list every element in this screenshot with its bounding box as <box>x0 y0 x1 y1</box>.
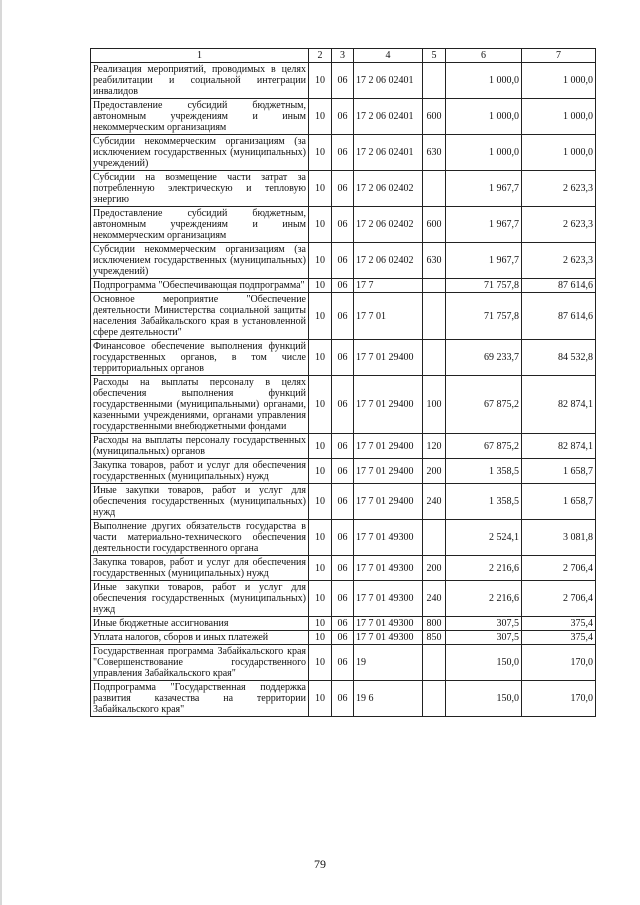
row-section-cell: 10 <box>309 135 332 171</box>
row-expense-type-cell: 630 <box>423 243 446 279</box>
row-target-article-cell: 17 7 01 29400 <box>354 459 423 484</box>
row-sum-year2-cell: 375,4 <box>522 631 596 645</box>
row-sum-year2-cell: 1 000,0 <box>522 135 596 171</box>
row-section-cell: 10 <box>309 484 332 520</box>
row-expense-type-cell: 200 <box>423 556 446 581</box>
table-row <box>91 581 596 617</box>
row-target-article-cell: 17 7 01 <box>354 293 423 340</box>
row-section-cell: 10 <box>309 207 332 243</box>
row-sum-year1-cell: 1 967,7 <box>446 171 522 207</box>
row-name-cell: Иные закупки товаров, работ и услуг для обеспечения государственных (муниципальных) нужд <box>91 581 309 617</box>
row-sum-year1-cell: 307,5 <box>446 631 522 645</box>
budget-table <box>90 48 596 717</box>
header-col-6: 6 <box>446 49 522 63</box>
row-section-cell: 10 <box>309 279 332 293</box>
row-sum-year1-cell: 67 875,2 <box>446 376 522 434</box>
table-row <box>91 293 596 340</box>
row-subsection-cell: 06 <box>332 459 354 484</box>
row-sum-year2-cell: 3 081,8 <box>522 520 596 556</box>
page-number: 79 <box>314 857 326 871</box>
row-subsection-cell: 06 <box>332 631 354 645</box>
row-expense-type-cell: 630 <box>423 135 446 171</box>
row-name-cell: Закупка товаров, работ и услуг для обеспечения государственных (муниципальных) нужд <box>91 459 309 484</box>
row-name-cell: Государственная программа Забайкальского края "Совершенствование государственного управления Забайкальского края" <box>91 645 309 681</box>
row-sum-year1-cell: 150,0 <box>446 645 522 681</box>
row-target-article-cell: 17 7 01 49300 <box>354 581 423 617</box>
row-target-article-cell: 17 2 06 02402 <box>354 171 423 207</box>
row-target-article-cell: 17 7 01 29400 <box>354 340 423 376</box>
row-name-cell: Выполнение других обязательств государства в части материально-технического обеспечения деятельности государственного органа <box>91 520 309 556</box>
header-row <box>91 49 596 63</box>
row-section-cell: 10 <box>309 243 332 279</box>
row-target-article-cell: 17 7 01 29400 <box>354 484 423 520</box>
row-sum-year2-cell: 1 000,0 <box>522 99 596 135</box>
row-name-cell: Субсидии на возмещение части затрат за потребленную электрическую и тепловую энергию <box>91 171 309 207</box>
table-row <box>91 556 596 581</box>
row-target-article-cell: 17 2 06 02401 <box>354 99 423 135</box>
row-section-cell: 10 <box>309 581 332 617</box>
row-section-cell: 10 <box>309 293 332 340</box>
row-sum-year1-cell: 2 524,1 <box>446 520 522 556</box>
row-section-cell: 10 <box>309 681 332 717</box>
table-row <box>91 631 596 645</box>
table-row <box>91 171 596 207</box>
row-sum-year1-cell: 71 757,8 <box>446 279 522 293</box>
row-target-article-cell: 17 2 06 02401 <box>354 135 423 171</box>
row-target-article-cell: 17 2 06 02402 <box>354 207 423 243</box>
row-sum-year2-cell: 2 706,4 <box>522 581 596 617</box>
row-sum-year1-cell: 71 757,8 <box>446 293 522 340</box>
table-row <box>91 243 596 279</box>
table-row <box>91 279 596 293</box>
row-expense-type-cell: 850 <box>423 631 446 645</box>
row-sum-year2-cell: 2 706,4 <box>522 556 596 581</box>
row-expense-type-cell: 240 <box>423 581 446 617</box>
row-subsection-cell: 06 <box>332 99 354 135</box>
row-expense-type-cell <box>423 171 446 207</box>
row-section-cell: 10 <box>309 376 332 434</box>
table-body <box>91 63 596 717</box>
row-sum-year2-cell: 87 614,6 <box>522 293 596 340</box>
row-target-article-cell: 17 7 01 49300 <box>354 520 423 556</box>
row-name-cell: Расходы на выплаты персоналу государственных (муниципальных) органов <box>91 434 309 459</box>
row-sum-year1-cell: 69 233,7 <box>446 340 522 376</box>
row-section-cell: 10 <box>309 63 332 99</box>
row-expense-type-cell: 100 <box>423 376 446 434</box>
row-expense-type-cell <box>423 63 446 99</box>
row-sum-year2-cell: 375,4 <box>522 617 596 631</box>
row-target-article-cell: 19 <box>354 645 423 681</box>
table-row <box>91 520 596 556</box>
row-sum-year2-cell: 82 874,1 <box>522 376 596 434</box>
row-sum-year1-cell: 1 000,0 <box>446 99 522 135</box>
row-name-cell: Предоставление субсидий бюджетным, автономным учреждениям и иным некоммерческим организациям <box>91 207 309 243</box>
row-sum-year2-cell: 170,0 <box>522 645 596 681</box>
row-subsection-cell: 06 <box>332 279 354 293</box>
row-section-cell: 10 <box>309 645 332 681</box>
header-col-4: 4 <box>354 49 423 63</box>
row-name-cell: Уплата налогов, сборов и иных платежей <box>91 631 309 645</box>
row-section-cell: 10 <box>309 99 332 135</box>
row-expense-type-cell: 200 <box>423 459 446 484</box>
row-sum-year2-cell: 170,0 <box>522 681 596 717</box>
row-name-cell: Финансовое обеспечение выполнения функций государственных органов, в том числе территориальных органов <box>91 340 309 376</box>
row-subsection-cell: 06 <box>332 340 354 376</box>
row-target-article-cell: 17 7 01 49300 <box>354 631 423 645</box>
row-subsection-cell: 06 <box>332 171 354 207</box>
table-row <box>91 645 596 681</box>
row-section-cell: 10 <box>309 617 332 631</box>
row-expense-type-cell <box>423 645 446 681</box>
row-sum-year1-cell: 150,0 <box>446 681 522 717</box>
table-row <box>91 434 596 459</box>
row-sum-year2-cell: 1 658,7 <box>522 459 596 484</box>
row-expense-type-cell <box>423 681 446 717</box>
row-subsection-cell: 06 <box>332 484 354 520</box>
row-sum-year1-cell: 1 967,7 <box>446 207 522 243</box>
header-col-5: 5 <box>423 49 446 63</box>
row-sum-year1-cell: 1 358,5 <box>446 484 522 520</box>
row-subsection-cell: 06 <box>332 645 354 681</box>
row-target-article-cell: 17 7 01 29400 <box>354 434 423 459</box>
row-name-cell: Закупка товаров, работ и услуг для обеспечения государственных (муниципальных) нужд <box>91 556 309 581</box>
row-target-article-cell: 17 7 01 49300 <box>354 556 423 581</box>
table-row <box>91 135 596 171</box>
row-expense-type-cell: 800 <box>423 617 446 631</box>
row-expense-type-cell: 120 <box>423 434 446 459</box>
row-sum-year1-cell: 1 000,0 <box>446 63 522 99</box>
row-name-cell: Субсидии некоммерческим организациям (за исключением государственных (муниципальных) учреждений) <box>91 135 309 171</box>
row-sum-year1-cell: 1 000,0 <box>446 135 522 171</box>
row-target-article-cell: 17 7 <box>354 279 423 293</box>
header-col-2: 2 <box>309 49 332 63</box>
row-subsection-cell: 06 <box>332 581 354 617</box>
row-expense-type-cell <box>423 340 446 376</box>
row-sum-year2-cell: 1 658,7 <box>522 484 596 520</box>
row-subsection-cell: 06 <box>332 63 354 99</box>
row-name-cell: Основное мероприятие "Обеспечение деятельности Министерства социальной защиты населения Забайкальского края в установленной сфере деятельности" <box>91 293 309 340</box>
row-expense-type-cell <box>423 279 446 293</box>
row-sum-year2-cell: 2 623,3 <box>522 171 596 207</box>
row-name-cell: Субсидии некоммерческим организациям (за исключением государственных (муниципальных) учреждений) <box>91 243 309 279</box>
row-sum-year2-cell: 2 623,3 <box>522 243 596 279</box>
row-name-cell: Иные бюджетные ассигнования <box>91 617 309 631</box>
row-target-article-cell: 17 2 06 02401 <box>354 63 423 99</box>
row-target-article-cell: 17 2 06 02402 <box>354 243 423 279</box>
row-section-cell: 10 <box>309 434 332 459</box>
row-name-cell: Подпрограмма "Обеспечивающая подпрограмма" <box>91 279 309 293</box>
row-section-cell: 10 <box>309 556 332 581</box>
row-subsection-cell: 06 <box>332 207 354 243</box>
row-name-cell: Подпрограмма "Государственная поддержка развития казачества на территории Забайкальского края" <box>91 681 309 717</box>
row-sum-year2-cell: 82 874,1 <box>522 434 596 459</box>
table-row <box>91 99 596 135</box>
row-section-cell: 10 <box>309 520 332 556</box>
table-row <box>91 207 596 243</box>
table-row <box>91 459 596 484</box>
row-subsection-cell: 06 <box>332 520 354 556</box>
row-subsection-cell: 06 <box>332 293 354 340</box>
row-sum-year1-cell: 2 216,6 <box>446 581 522 617</box>
table-row <box>91 681 596 717</box>
row-sum-year1-cell: 307,5 <box>446 617 522 631</box>
row-sum-year2-cell: 2 623,3 <box>522 207 596 243</box>
row-target-article-cell: 17 7 01 29400 <box>354 376 423 434</box>
row-name-cell: Иные закупки товаров, работ и услуг для обеспечения государственных (муниципальных) нужд <box>91 484 309 520</box>
page-edge <box>0 0 2 905</box>
header-col-3: 3 <box>332 49 354 63</box>
row-section-cell: 10 <box>309 340 332 376</box>
table-row <box>91 617 596 631</box>
row-expense-type-cell <box>423 293 446 340</box>
row-expense-type-cell <box>423 520 446 556</box>
row-subsection-cell: 06 <box>332 434 354 459</box>
row-section-cell: 10 <box>309 171 332 207</box>
row-sum-year2-cell: 1 000,0 <box>522 63 596 99</box>
row-subsection-cell: 06 <box>332 376 354 434</box>
table-row <box>91 376 596 434</box>
row-section-cell: 10 <box>309 631 332 645</box>
row-name-cell: Предоставление субсидий бюджетным, автономным учреждениям и иным некоммерческим организациям <box>91 99 309 135</box>
row-subsection-cell: 06 <box>332 681 354 717</box>
row-name-cell: Расходы на выплаты персоналу в целях обеспечения выполнения функций государственными (муниципальными) органами, казенными учреждениями, органами управления государственными внебюджетными фондами <box>91 376 309 434</box>
header-col-7: 7 <box>522 49 596 63</box>
row-subsection-cell: 06 <box>332 556 354 581</box>
row-expense-type-cell: 600 <box>423 99 446 135</box>
row-expense-type-cell: 600 <box>423 207 446 243</box>
table-row <box>91 484 596 520</box>
row-sum-year1-cell: 67 875,2 <box>446 434 522 459</box>
row-name-cell: Реализация мероприятий, проводимых в целях реабилитации и социальной интеграции инвалидов <box>91 63 309 99</box>
row-section-cell: 10 <box>309 459 332 484</box>
table-row <box>91 340 596 376</box>
row-sum-year1-cell: 2 216,6 <box>446 556 522 581</box>
row-sum-year1-cell: 1 967,7 <box>446 243 522 279</box>
row-subsection-cell: 06 <box>332 617 354 631</box>
row-sum-year2-cell: 87 614,6 <box>522 279 596 293</box>
row-target-article-cell: 19 6 <box>354 681 423 717</box>
row-subsection-cell: 06 <box>332 135 354 171</box>
row-sum-year2-cell: 84 532,8 <box>522 340 596 376</box>
row-sum-year1-cell: 1 358,5 <box>446 459 522 484</box>
row-expense-type-cell: 240 <box>423 484 446 520</box>
table-row <box>91 63 596 99</box>
row-subsection-cell: 06 <box>332 243 354 279</box>
header-col-1: 1 <box>91 49 309 63</box>
row-target-article-cell: 17 7 01 49300 <box>354 617 423 631</box>
